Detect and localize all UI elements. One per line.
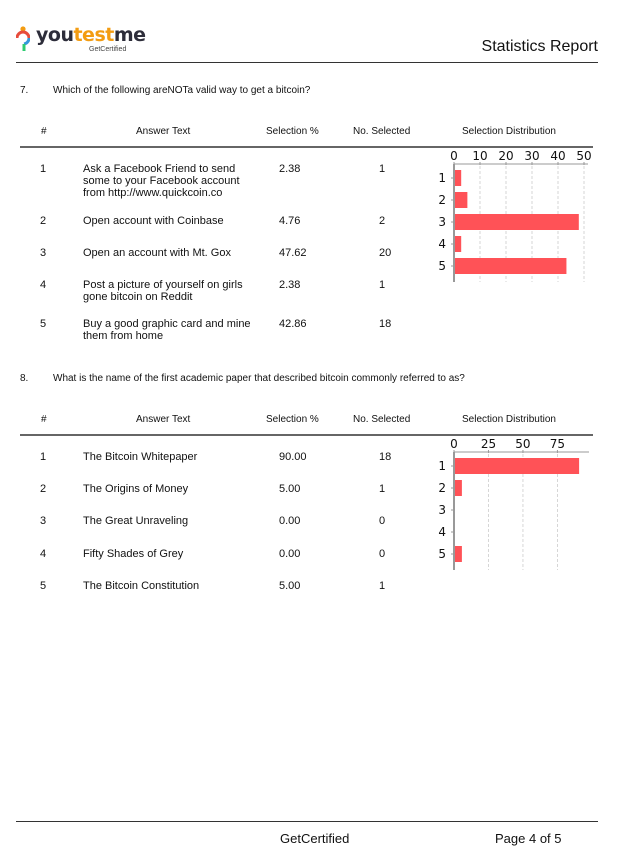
x-tick-label: 40	[550, 149, 566, 163]
col-header-num: #	[41, 414, 47, 425]
question-number: 8.	[20, 373, 29, 384]
x-tick-label: 30	[524, 149, 540, 163]
col-header-no-selected: No. Selected	[353, 414, 411, 425]
col-header-distribution: Selection Distribution	[462, 414, 556, 425]
y-tick-label: 4	[438, 525, 446, 539]
x-tick-label: 50	[576, 149, 592, 163]
answer-num: 1	[40, 451, 47, 463]
selected-count: 2	[379, 215, 386, 227]
answer-num: 4	[40, 548, 47, 560]
answer-text: The Bitcoin Constitution	[83, 580, 200, 592]
x-tick-label: 0	[450, 437, 458, 451]
answer-text: Post a picture of yourself on girls gone bitcoin on Reddit	[83, 279, 243, 303]
col-header-no-selected: No. Selected	[353, 126, 411, 137]
y-tick-label: 3	[438, 215, 446, 229]
answer-num: 2	[40, 215, 47, 227]
answer-num: 5	[40, 580, 47, 592]
bar	[455, 236, 461, 252]
answer-text: Open an account with Mt. Gox	[83, 247, 231, 259]
y-tick-label: 2	[438, 193, 446, 207]
answer-num: 3	[40, 247, 47, 259]
selection-pct: 90.00	[279, 451, 307, 463]
selected-count: 18	[379, 318, 392, 330]
bar	[455, 214, 579, 230]
col-header-selection-pct: Selection %	[266, 126, 319, 137]
answer-text: Ask a Facebook Friend to send some to your Facebook account from http://www.quickcoin.co	[83, 163, 240, 199]
col-header-selection-pct: Selection %	[266, 414, 319, 425]
selection-pct: 47.62	[279, 247, 307, 259]
selected-count: 1	[379, 483, 386, 495]
y-tick-label: 3	[438, 503, 446, 517]
selection-pct: 2.38	[279, 163, 301, 175]
selection-pct: 0.00	[279, 548, 301, 560]
answer-text: Buy a good graphic card and mine them from home	[83, 318, 251, 342]
col-header-answer-text: Answer Text	[136, 126, 191, 137]
selection-pct: 5.00	[279, 483, 301, 495]
bar	[455, 192, 467, 208]
selected-count: 0	[379, 515, 386, 527]
y-tick-label: 1	[438, 459, 446, 473]
selected-count: 18	[379, 451, 392, 463]
selection-pct: 42.86	[279, 318, 307, 330]
question-number: 7.	[20, 85, 29, 96]
y-tick-label: 2	[438, 481, 446, 495]
answer-num: 4	[40, 279, 47, 291]
bar	[455, 258, 566, 274]
y-tick-label: 1	[438, 171, 446, 185]
answer-num: 1	[40, 163, 47, 175]
distribution-chart	[420, 436, 610, 576]
distribution-chart	[420, 148, 610, 288]
logo-text-part: test	[73, 24, 114, 46]
footer-divider	[16, 821, 598, 822]
x-tick-label: 75	[549, 437, 566, 451]
col-header-distribution: Selection Distribution	[462, 126, 556, 137]
bar	[455, 546, 462, 562]
selection-pct: 0.00	[279, 515, 301, 527]
question-text: Which of the following areNOTa valid way to get a bitcoin?	[53, 85, 311, 96]
bar	[455, 480, 462, 496]
answer-num: 5	[40, 318, 47, 330]
col-header-answer-text: Answer Text	[136, 414, 191, 425]
page-number: Page 4 of 5	[495, 831, 562, 846]
bar	[455, 170, 461, 186]
logo-subtitle: GetCertified	[89, 46, 127, 53]
x-tick-label: 20	[498, 149, 514, 163]
logo-text-part: me	[113, 24, 146, 46]
answer-text: The Great Unraveling	[83, 515, 189, 527]
logo-text-part: you	[36, 24, 74, 46]
selected-count: 0	[379, 548, 386, 560]
report-title: Statistics Report	[481, 38, 598, 55]
selected-count: 20	[379, 247, 392, 259]
y-tick-label: 4	[438, 237, 446, 251]
logo-text	[36, 24, 146, 46]
answer-text: Open account with Coinbase	[83, 215, 224, 227]
question-text: What is the name of the first academic paper that described bitcoin commonly referred to as?	[53, 373, 465, 384]
answer-text: The Bitcoin Whitepaper	[83, 451, 198, 463]
answer-text: Fifty Shades of Grey	[83, 548, 184, 560]
logo-mark-icon	[16, 26, 30, 52]
y-tick-label: 5	[438, 547, 446, 561]
answer-num: 2	[40, 483, 47, 495]
selected-count: 1	[379, 279, 386, 291]
x-tick-label: 25	[480, 437, 497, 451]
selection-pct: 2.38	[279, 279, 301, 291]
x-tick-label: 10	[472, 149, 488, 163]
selection-pct: 4.76	[279, 215, 301, 227]
page-header	[16, 22, 598, 63]
x-tick-label: 50	[515, 437, 531, 451]
col-header-num: #	[41, 126, 47, 137]
x-tick-label: 0	[450, 149, 458, 163]
answer-num: 3	[40, 515, 47, 527]
bar	[455, 458, 579, 474]
y-tick-label: 5	[438, 259, 446, 273]
footer-brand: GetCertified	[280, 831, 350, 846]
selected-count: 1	[379, 163, 386, 175]
answer-text: The Origins of Money	[83, 483, 189, 495]
selected-count: 1	[379, 580, 386, 592]
selection-pct: 5.00	[279, 580, 301, 592]
